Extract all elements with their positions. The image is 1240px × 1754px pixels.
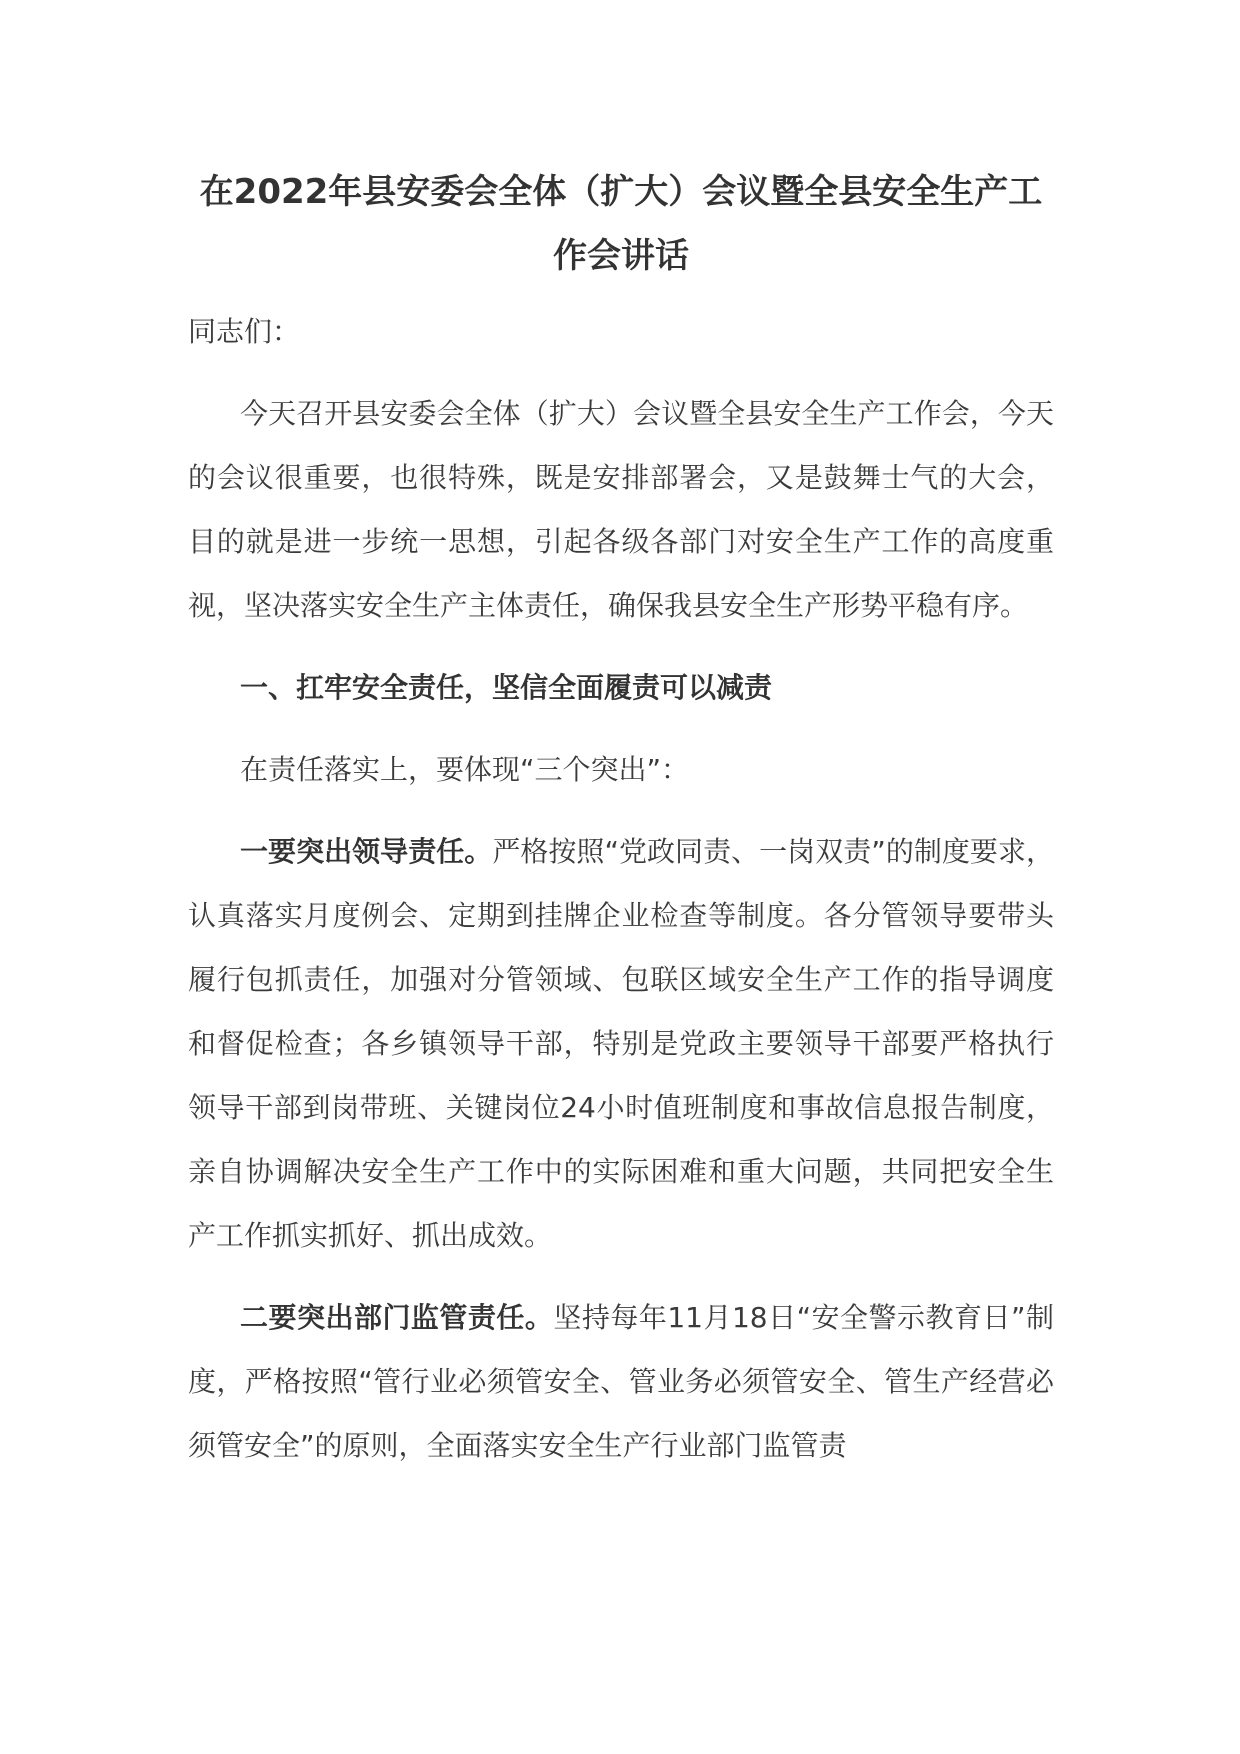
document-page <box>188 160 1054 1478</box>
title-line-2: 作会讲话 <box>553 236 689 276</box>
point-2-body: 坚持每年11月18日“安全警示教育日”制度，严格按照“管行业必须管安全、管业务必须管安全、管生产经营必须管安全”的原则，全面落实安全生产行业部门监管责 <box>188 1301 1054 1462</box>
intro-paragraph: 今天召开县安委会全体（扩大）会议暨全县安全生产工作会，今天的会议很重要，也很特殊，既是安排部署会，又是鼓舞士气的大会，目的就是进一步统一思想，引起各级各部门对安全生产工作的高度重视，坚决落实安全生产主体责任，确保我县安全生产形势平稳有序。 <box>188 397 1054 622</box>
salutation: 同志们： <box>188 315 301 348</box>
section-lead: 在责任落实上，要体现“三个突出”： <box>240 753 690 786</box>
title-line-1: 在2022年县安委会全体（扩大）会议暨全县安全生产工 <box>199 172 1043 212</box>
point-1-paragraph <box>188 820 1054 1268</box>
point-1-body: 严格按照“党政同责、一岗双责”的制度要求，认真落实月度例会、定期到挂牌企业检查等制度。各分管领导要带头履行包抓责任，加强对分管领域、包联区域安全生产工作的指导调度和督促检查；各乡镇领导干部，特别是党政主要领导干部要严格执行领导干部到岗带班、关键岗位24小时值班制度和事故信息报告制度，亲自协调解决安全生产工作中的实际困难和重大问题，共同把安全生产工作抓实抓好、抓出成效。 <box>188 835 1054 1252</box>
point-2-title: 二要突出部门监管责任。 <box>240 1301 554 1334</box>
point-1-title: 一要突出领导责任。 <box>240 835 493 868</box>
point-2-paragraph <box>188 1286 1054 1478</box>
document-title <box>168 160 1074 288</box>
section-heading-1: 一、扛牢安全责任，坚信全面履责可以减责 <box>240 671 773 704</box>
